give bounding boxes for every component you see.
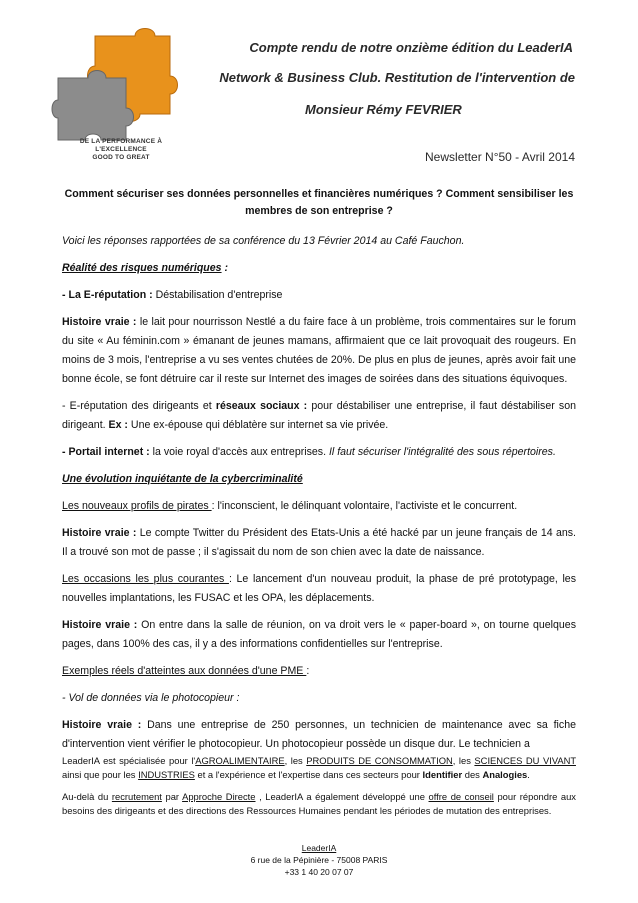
consult-text-b: par xyxy=(161,791,183,802)
main-question: Comment sécuriser ses données personnelles et financières numériques ? Comment sensibiliser les membres de son entreprise ? xyxy=(64,188,574,217)
slogan-line1: DE LA PERFORMANCE À L'EXCELLENCE xyxy=(79,138,163,153)
header-title-line1: Compte rendu de notre onzième édition du LeaderIA xyxy=(249,40,573,55)
spec-text-g: . xyxy=(527,769,530,780)
occasions-label: Les occasions les plus courantes xyxy=(62,573,229,585)
slogan xyxy=(56,138,186,162)
true-story-label: Histoire vraie : xyxy=(62,619,138,631)
spec-text-d: ainsi que pour les xyxy=(62,769,139,780)
true-story-1 xyxy=(62,313,576,389)
footer-company-link[interactable]: LeaderIA xyxy=(301,843,337,853)
offre-conseil-link[interactable]: offre de conseil xyxy=(428,791,494,802)
true-story-text: le lait pour nourrisson Nestlé a du faire face à un problème, trois commentaires sur le forum du site « Au féminin.com » émanant de jeunes mamans, affirmaient que ce lait provoquait des rougeurs. En moins de 3 mois, l'entreprise a vu ses ventes chutées de 20%. De plus en plus de jeunes, après avoir fait une bonne école, se font détruire car il reste sur Internet des images de soirées dans des situations équivoques. xyxy=(62,316,576,385)
leaders-ereputation-para xyxy=(62,397,576,435)
article-body xyxy=(62,186,576,826)
spec-text-b: , les xyxy=(284,755,307,766)
true-story-label: Histoire vraie : xyxy=(62,719,142,731)
occasions-para xyxy=(62,570,576,608)
true-story-label: Histoire vraie : xyxy=(62,527,137,539)
specialization-para xyxy=(62,754,576,782)
intro: Voici les réponses rapportées de sa conférence du 13 Février 2014 au Café Fauchon. xyxy=(62,235,465,247)
profiles-para xyxy=(62,497,576,516)
identifier-bold: Identifier xyxy=(422,769,463,780)
footer-address: 6 rue de la Pépinière - 75008 PARIS xyxy=(250,855,388,865)
portal-text: la voie royal d'accès aux entreprises. xyxy=(149,446,329,458)
analogies-bold: Analogies xyxy=(482,769,528,780)
section2-title: Une évolution inquiétante de la cybercriminalité xyxy=(62,473,303,485)
photocopier-heading: - Vol de données via le photocopieur : xyxy=(62,692,240,704)
true-story-text: Dans une entreprise de 250 personnes, un technicien de maintenance avec sa fiche d'intervention vient vérifier le photocopieur. Un photocopieur possède un disque dur. Le technicien a xyxy=(62,719,576,750)
section1-title: Réalité des risques numériques xyxy=(62,262,222,274)
approche-directe-link[interactable]: Approche Directe xyxy=(182,791,256,802)
p2-bold-ex: Ex : xyxy=(108,419,128,431)
footer xyxy=(0,842,638,878)
sciences-vivant-link[interactable]: SCIENCES DU VIVANT xyxy=(474,755,576,766)
produits-consommation-link[interactable]: PRODUITS DE CONSOMMATION xyxy=(306,755,453,766)
industries-link[interactable]: INDUSTRIES xyxy=(138,769,195,780)
profiles-label: Les nouveaux profils de pirates xyxy=(62,500,212,512)
p2-text-c: pour déstabiliser une entreprise, il faut déstabiliser son dirigeant. xyxy=(62,400,576,431)
p2-bold-social: réseaux sociaux : xyxy=(215,400,308,412)
agroalimentaire-link[interactable]: AGROALIMENTAIRE xyxy=(195,755,285,766)
recrutement-link[interactable]: recrutement xyxy=(111,791,162,802)
spec-text-c: , les xyxy=(452,755,475,766)
true-story-2 xyxy=(62,524,576,562)
examples-para xyxy=(62,662,576,681)
examples-colon: : xyxy=(306,665,310,677)
portal-italic: Il faut sécuriser l'intégralité des sous répertoires. xyxy=(328,446,556,458)
consulting-para xyxy=(62,790,576,818)
true-story-3 xyxy=(62,616,576,654)
header-title-line3: Monsieur Rémy FEVRIER xyxy=(305,102,462,117)
spec-text-f: des xyxy=(462,769,483,780)
p2-text-a: - E-réputation des dirigeants et xyxy=(62,400,216,412)
consult-text-a: Au-delà du xyxy=(62,791,112,802)
puzzle-logo-icon xyxy=(50,28,200,148)
header xyxy=(0,0,638,170)
consult-text-c: , LeaderIA a également développé une xyxy=(255,791,429,802)
ereputation-label: - La E-réputation : xyxy=(62,289,153,301)
section-heading-cybercrime xyxy=(62,470,576,489)
slogan-line2: GOOD TO GREAT xyxy=(92,154,150,161)
spec-text-a: LeaderIA est spécialisée pour l' xyxy=(62,755,196,766)
portal-label: - Portail internet : xyxy=(62,446,150,458)
true-story-4 xyxy=(62,716,576,754)
ereputation-para xyxy=(62,286,576,305)
true-story-text: On entre dans la salle de réunion, on va droit vers le « paper-board », on tourne quelques pages, dans 100% des cas, il y a des informations confidentielles sur l'entreprise. xyxy=(62,619,576,650)
section-heading-risks xyxy=(62,259,576,278)
spec-text-e: et a l'expérience et l'expertise dans ces secteurs pour xyxy=(194,769,423,780)
section1-colon: : xyxy=(221,262,229,274)
ereputation-text: Déstabilisation d'entreprise xyxy=(152,289,283,301)
occasions-text: : Le lancement d'un nouveau produit, la phase de pré prototypage, les nouvelles implantations, les FUSAC et les OPA, les déplacements. xyxy=(62,573,576,604)
header-title-line2: Network & Business Club. Restitution de l'intervention de xyxy=(219,70,575,85)
p2-text-e: Une ex-épouse qui déblatère sur internet sa vie privée. xyxy=(127,419,389,431)
true-story-label: Histoire vraie : xyxy=(62,316,137,328)
portal-para xyxy=(62,443,576,462)
consult-text-d: pour répondre aux besoins des dirigeants et des directions des Ressources Humaines pendant les périodes de mutation des entreprises. xyxy=(62,791,576,816)
footer-phone: +33 1 40 20 07 07 xyxy=(284,867,354,877)
examples-label: Exemples réels d'atteintes aux données d'une PME xyxy=(62,665,307,677)
true-story-text: Le compte Twitter du Président des Etats-Unis a été hacké par un jeune français de 14 ans. Il a trouvé son mot de passe ; il s'agissait du nom de son chien avec la date de naissance. xyxy=(62,527,576,558)
newsletter-issue: Newsletter N°50 - Avril 2014 xyxy=(425,150,575,164)
profiles-text: : l'inconscient, le délinquant volontaire, l'activiste et le concurrent. xyxy=(211,500,518,512)
